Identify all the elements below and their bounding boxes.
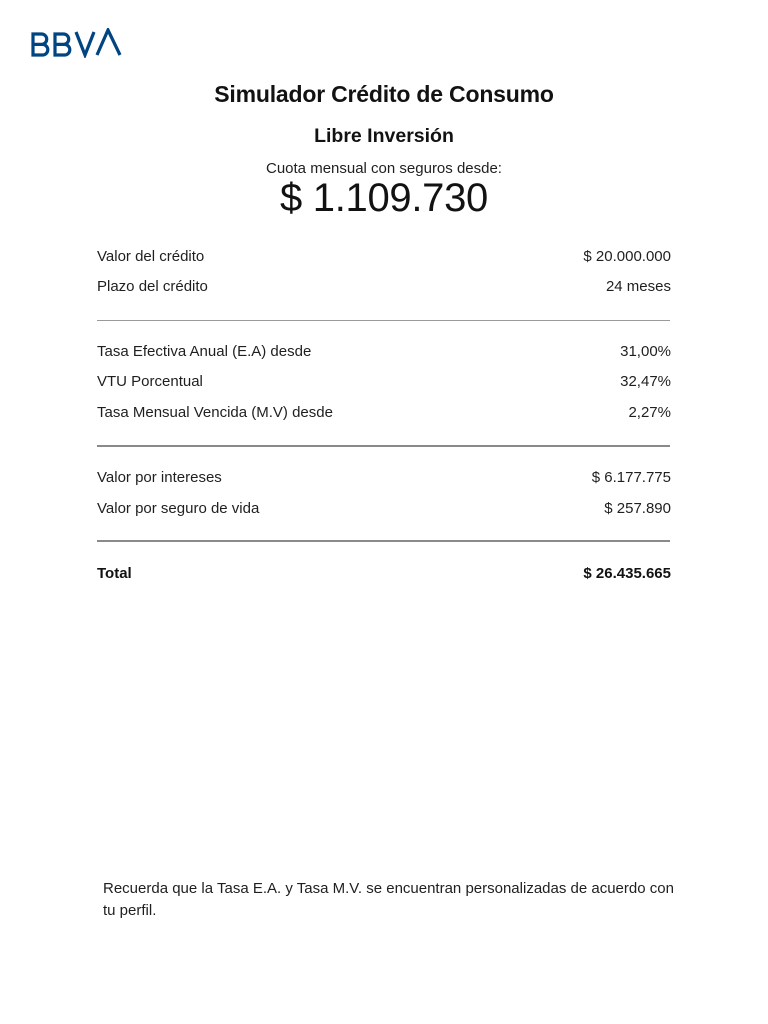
row-value: 31,00% — [620, 343, 671, 360]
monthly-fee-label: Cuota mensual con seguros desde: — [266, 160, 502, 177]
total-row — [97, 565, 671, 585]
row-value: $ 257.890 — [604, 500, 671, 517]
page-title: Simulador Crédito de Consumo — [214, 81, 554, 107]
row-label: Tasa Efectiva Anual (E.A) desde — [97, 343, 312, 360]
monthly-rate-row — [97, 404, 671, 424]
total-label: Total — [97, 565, 132, 582]
row-value: $ 6.177.775 — [591, 469, 671, 486]
bbva-logo — [30, 28, 124, 58]
annual-rate-row — [97, 343, 671, 363]
disclaimer-note: Recuerda que la Tasa E.A. y Tasa M.V. se encuentran personalizadas de acuerdo con tu perfil. — [103, 880, 674, 919]
row-label: Plazo del crédito — [97, 278, 208, 295]
credit-amount-row — [97, 248, 671, 268]
section-divider — [97, 445, 670, 447]
total-value: $ 26.435.665 — [583, 565, 671, 582]
interest-row — [97, 469, 671, 489]
monthly-fee-value: $ 1.109.730 — [279, 176, 488, 220]
row-label: Valor por seguro de vida — [97, 500, 260, 517]
bbva-logo-icon — [30, 28, 124, 58]
row-label: Valor por intereses — [97, 469, 222, 486]
vtu-row — [97, 373, 671, 393]
row-value: $ 20.000.000 — [583, 248, 671, 265]
life-insurance-row — [97, 500, 671, 520]
section-divider — [97, 540, 670, 542]
row-value: 2,27% — [628, 404, 671, 421]
row-label: VTU Porcentual — [97, 373, 203, 390]
row-label: Valor del crédito — [97, 248, 205, 265]
row-value: 24 meses — [605, 278, 671, 295]
credit-term-row — [97, 278, 671, 298]
row-label: Tasa Mensual Vencida (M.V) desde — [97, 404, 333, 421]
product-subtitle: Libre Inversión — [314, 125, 454, 147]
row-value: 32,47% — [620, 373, 671, 390]
section-divider — [97, 320, 670, 321]
